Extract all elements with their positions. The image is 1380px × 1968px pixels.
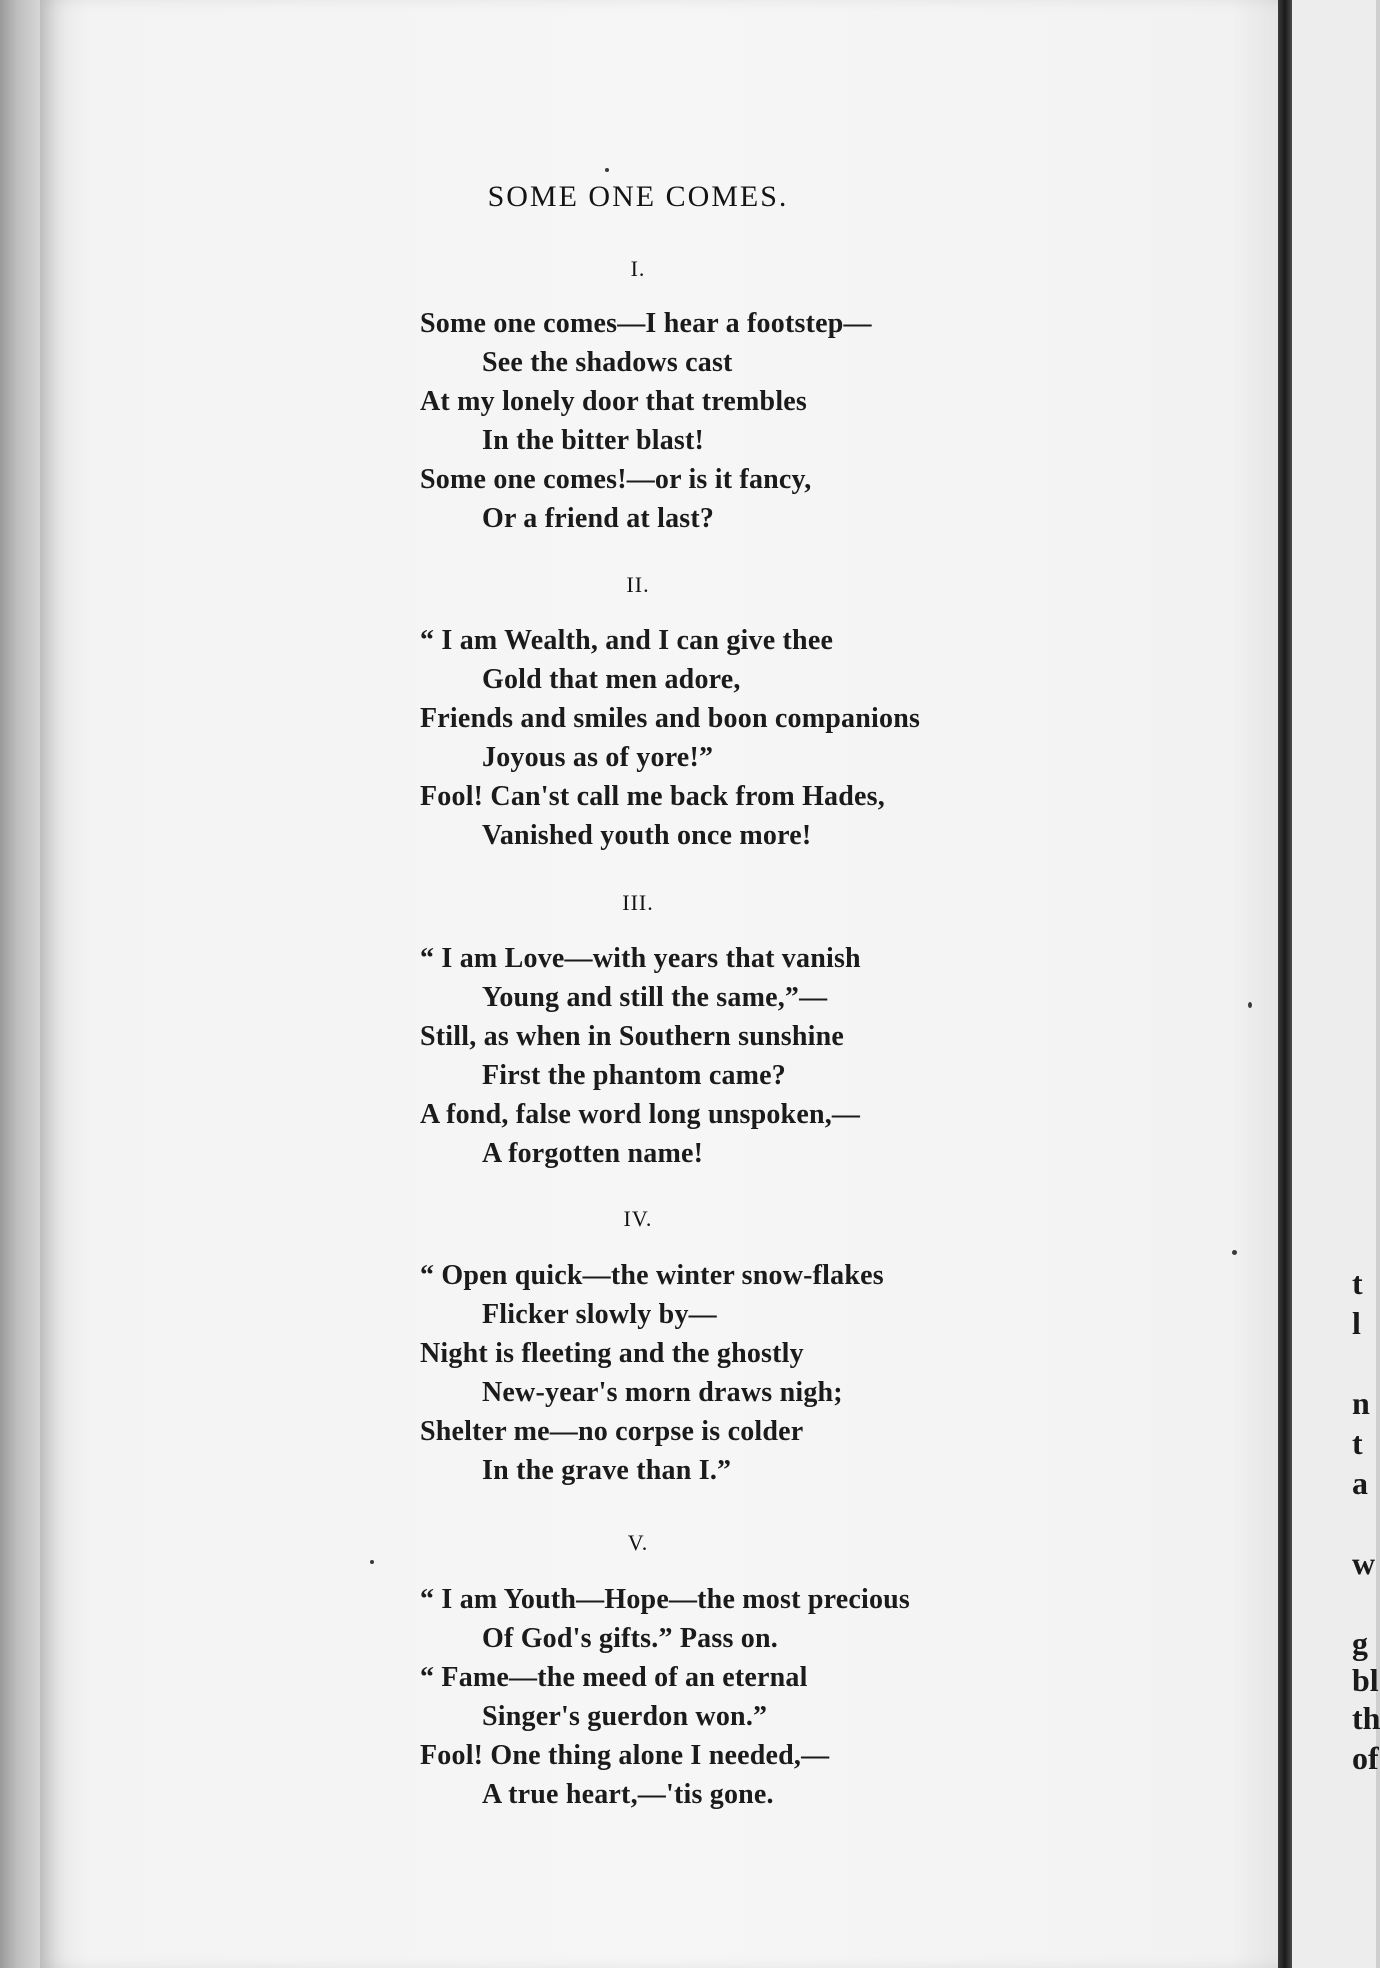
poem-line: “ Fame—the meed of an eternal [420, 1662, 808, 1693]
stanza-number: I. [630, 256, 646, 281]
adjacent-page-fragment: bl [1352, 1662, 1379, 1698]
poem-line: Friends and smiles and boon companions [420, 703, 921, 734]
scan-speck [370, 1560, 374, 1564]
book-gutter [1278, 0, 1292, 1968]
poem-line: “ Open quick—the winter snow-flakes [420, 1260, 884, 1291]
poem-line: Shelter me—no corpse is colder [420, 1416, 804, 1447]
poem-line: Vanished youth once more! [482, 820, 812, 851]
poem-line: “ I am Youth—Hope—the most precious [420, 1584, 911, 1615]
stanza-number: V. [627, 1530, 649, 1555]
poem-line: In the bitter blast! [482, 425, 705, 456]
poem-line: Gold that men adore, [482, 664, 741, 695]
adjacent-page-fragment: n [1352, 1385, 1370, 1421]
adjacent-page-fragment: g [1352, 1625, 1368, 1661]
poem-line: In the grave than I.” [482, 1455, 732, 1486]
poem-line: At my lonely door that trembles [420, 386, 808, 417]
adjacent-page [1292, 0, 1380, 1968]
poem-line: Fool! Can'st call me back from Hades, [420, 781, 885, 812]
poem-line: Or a friend at last? [482, 503, 715, 534]
scan-speck [605, 168, 609, 172]
stanza-number: III. [622, 890, 654, 915]
poem-line: Of God's gifts.” Pass on. [482, 1623, 778, 1654]
book-edge [0, 0, 42, 1968]
poem-line: Young and still the same,”— [482, 982, 828, 1013]
adjacent-page-fragment: t [1352, 1265, 1363, 1301]
stanza-number: II. [626, 572, 650, 597]
adjacent-page-fragment: of [1352, 1740, 1379, 1776]
adjacent-page-fragment: t [1352, 1425, 1363, 1461]
adjacent-page-fragment: l [1352, 1305, 1361, 1341]
poem-line: Singer's guerdon won.” [482, 1701, 768, 1732]
poem-line: New-year's morn draws nigh; [482, 1377, 843, 1408]
poem-line: Some one comes!—or is it fancy, [420, 464, 812, 495]
adjacent-page-fragment: th [1352, 1700, 1380, 1736]
poem-line: Joyous as of yore!” [482, 742, 714, 773]
poem-line: Night is fleeting and the ghostly [420, 1338, 804, 1369]
poem-line: See the shadows cast [482, 347, 733, 378]
scan-speck [1232, 1250, 1237, 1255]
poem-line: “ I am Wealth, and I can give thee [420, 625, 834, 656]
poem-line: A fond, false word long unspoken,— [420, 1099, 861, 1130]
scan-speck [1248, 1002, 1252, 1008]
stanza-number: IV. [623, 1206, 653, 1231]
poem-line: A true heart,—'tis gone. [482, 1779, 774, 1810]
poem-line: Fool! One thing alone I needed,— [420, 1740, 830, 1771]
adjacent-page-fragment: a [1352, 1465, 1368, 1501]
poem-line: Still, as when in Southern sunshine [420, 1021, 845, 1052]
poem-line: First the phantom came? [482, 1060, 787, 1091]
adjacent-page-fragment: w [1352, 1545, 1376, 1581]
poem-title: SOME ONE COMES. [487, 180, 789, 213]
poem-line: “ I am Love—with years that vanish [420, 943, 861, 974]
poem-line: A forgotten name! [482, 1138, 704, 1169]
poem-line: Some one comes—I hear a footstep— [420, 308, 872, 339]
poem-line: Flicker slowly by— [482, 1299, 717, 1330]
